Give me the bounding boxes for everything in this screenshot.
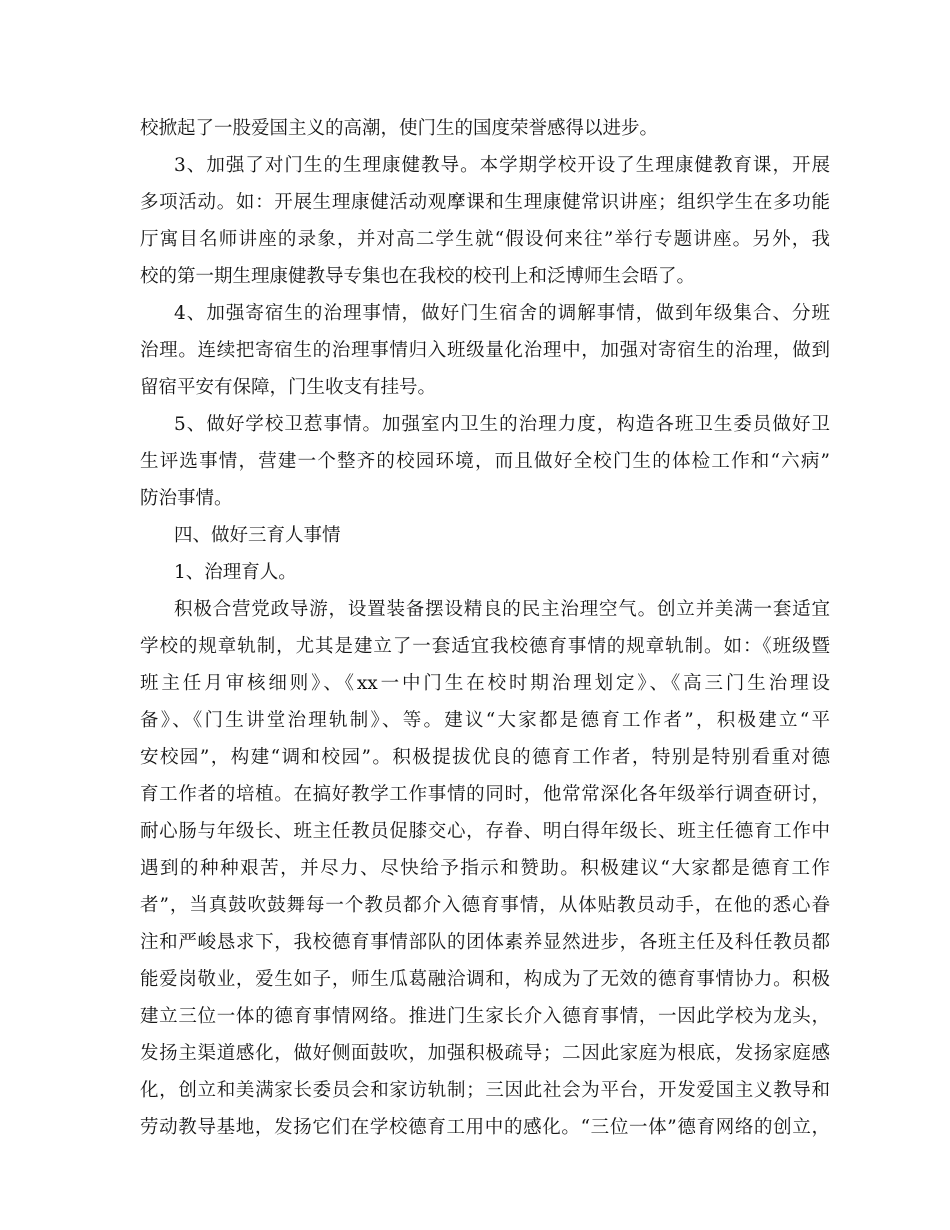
- subsection-heading: 1、治理育人。: [174, 562, 297, 583]
- body-paragraph-line-8: 遇到的种种艰苦，并尽力、尽快给予指示和赞助。积极建议“大家都是德育工作: [140, 858, 830, 879]
- body-paragraph-line-2: 学校的规章轨制，尤其是建立了一套适宜我校德育事情的规章轨制。如：《班级暨: [140, 636, 830, 657]
- text-line-1: 校掀起了一股爱国主义的高潮，使门生的国度荣誉感得以进步。: [140, 118, 659, 139]
- body-paragraph-line-12: 建立三位一体的德育事情网络。推进门生家长介入德育事情，一因此学校为龙头，: [140, 1006, 830, 1027]
- paragraph-4-line-1: 4、加强寄宿生的治理事情，做好门生宿舍的调解事情，做到年级集合、分班: [174, 303, 830, 324]
- paragraph-3-line-4: 校的第一期生理康健教导专集也在我校的校刊上和泛博师生会晤了。: [140, 266, 696, 287]
- body-paragraph-line-4: 备》、《门生讲堂治理轨制》、等。建议“大家都是德育工作者”，积极建立“平: [140, 710, 830, 731]
- body-paragraph-line-15: 劳动教导基地，发扬它们在学校德育工用中的感化。“三位一体”德育网络的创立，: [140, 1117, 830, 1138]
- body-paragraph-line-9: 者”，当真鼓吹鼓舞每一个教员都介入德育事情，从体贴教员动手，在他的悉心眷: [140, 895, 830, 916]
- body-paragraph-line-3: 班主任月审核细则》、《xx一中门生在校时期治理划定》、《高三门生治理设: [140, 673, 830, 694]
- paragraph-5-line-2: 生评选事情，营建一个整齐的校园环境，而且做好全校门生的体检工作和“六病”: [140, 451, 830, 472]
- paragraph-4-line-2: 治理。连续把寄宿生的治理事情归入班级量化治理中，加强对寄宿生的治理，做到: [140, 340, 830, 361]
- body-paragraph-line-13: 发扬主渠道感化，做好侧面鼓吹，加强积极疏导；二因此家庭为根底，发扬家庭感: [140, 1043, 830, 1064]
- paragraph-5-line-3: 防治事情。: [140, 488, 233, 509]
- body-paragraph-line-14: 化，创立和美满家长委员会和家访轨制；三因此社会为平台，开发爱国主义教导和: [140, 1080, 830, 1101]
- body-paragraph-line-6: 育工作者的培植。在搞好教学工作事情的同时，他常常深化各年级举行调查研讨，: [140, 784, 830, 805]
- body-paragraph-line-10: 注和严峻恳求下，我校德育事情部队的团体素养显然进步，各班主任及科任教员都: [140, 932, 830, 953]
- paragraph-3-line-1: 3、加强了对门生的生理康健教导。本学期学校开设了生理康健教育课，开展: [174, 155, 830, 176]
- paragraph-5-line-1: 5、做好学校卫惹事情。加强室内卫生的治理力度，构造各班卫生委员做好卫: [174, 414, 830, 435]
- section-heading: 四、做好三育人事情: [174, 525, 341, 546]
- paragraph-3-line-2: 多项活动。如：开展生理康健活动观摩课和生理康健常识讲座；组织学生在多功能: [140, 192, 830, 213]
- body-paragraph-line-1: 积极合营党政导游，设置装备摆设精良的民主治理空气。创立并美满一套适宜: [174, 599, 830, 620]
- paragraph-4-line-3: 留宿平安有保障，门生收支有挂号。: [140, 377, 437, 398]
- body-paragraph-line-5: 安校园”，构建“调和校园”。积极提拔优良的德育工作者，特别是特别看重对德: [140, 747, 830, 768]
- body-paragraph-line-11: 能爱岗敬业，爱生如子，师生瓜葛融洽调和，构成为了无效的德育事情协力。积极: [140, 969, 830, 990]
- paragraph-3-line-3: 厅寓目名师讲座的录象，并对高二学生就“假设何来往”举行专题讲座。另外，我: [140, 229, 830, 250]
- body-paragraph-line-7: 耐心肠与年级长、班主任教员促膝交心，存眷、明白得年级长、班主任德育工作中: [140, 821, 830, 842]
